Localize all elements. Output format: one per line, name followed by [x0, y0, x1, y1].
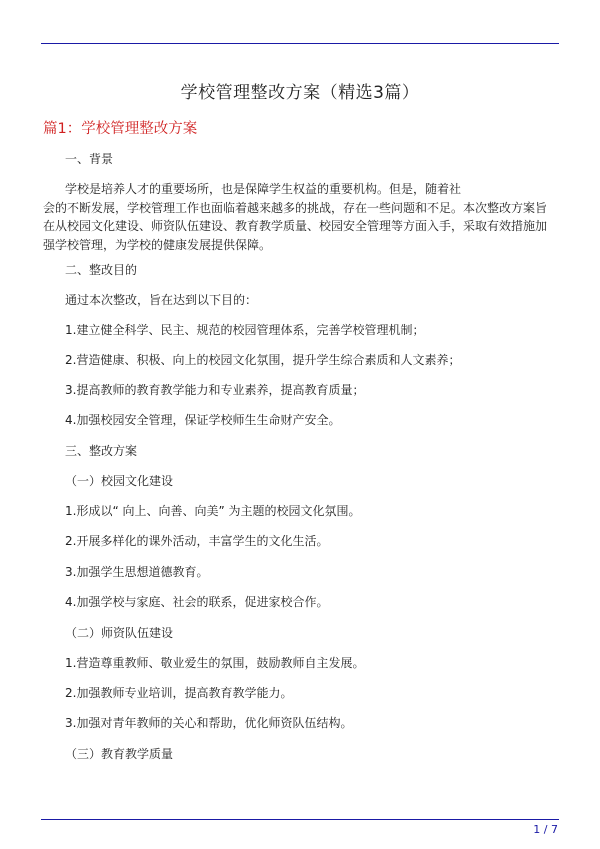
culture-item: 2.开展多样化的课外活动，丰富学生的文化生活。: [65, 534, 329, 548]
teacher-item: 1.营造尊重教师、敬业爱生的氛围，鼓励教师自主发展。: [65, 656, 365, 670]
goal-item: 3.提高教师的教育教学能力和专业素养，提高教育质量；: [65, 383, 365, 397]
footer-rule: [41, 819, 559, 820]
background-line: 会的不断发展，学校管理工作也面临着越来越多的挑战，存在一些问题和不足。本次整改方案旨: [43, 200, 548, 215]
goal-item: 1.建立健全科学、民主、规范的校园管理体系，完善学校管理机制；: [65, 323, 425, 337]
subheading-quality: （三）教育教学质量: [65, 747, 174, 761]
background-paragraph: [43, 180, 559, 254]
background-line: 学校是培养人才的重要场所，也是保障学生权益的重要机构。但是，随着社: [65, 182, 462, 196]
background-line: 强学校管理，为学校的健康发展提供保障。: [43, 237, 272, 252]
header-rule: [41, 43, 559, 44]
document-title: 学校管理整改方案（精选3篇）: [180, 83, 420, 103]
teacher-item: 3.加强对青年教师的关心和帮助，优化师资队伍结构。: [65, 716, 353, 730]
subheading-culture: （一）校园文化建设: [65, 474, 174, 488]
heading-goals: 二、整改目的: [65, 263, 138, 277]
background-line: 在从校园文化建设、师资队伍建设、教育教学质量、校园安全管理等方面入手，采取有效措施加: [43, 219, 548, 233]
culture-item: 1.形成以“ 向上、向善、向美” 为主题的校园文化氛围。: [65, 504, 361, 518]
goals-intro: 通过本次整改，旨在达到以下目的：: [65, 293, 258, 307]
heading-plan: 三、整改方案: [65, 444, 138, 458]
culture-item: 3.加强学生思想道德教育。: [65, 565, 209, 579]
goal-item: 4.加强校园安全管理，保证学校师生生命财产安全。: [65, 413, 341, 427]
section-title: 篇1：学校管理整改方案: [43, 121, 198, 137]
teacher-item: 2.加强教师专业培训，提高教育教学能力。: [65, 686, 293, 700]
goal-item: 2.营造健康、积极、向上的校园文化氛围，提升学生综合素质和人文素养；: [65, 353, 461, 367]
subheading-teachers: （二）师资队伍建设: [65, 626, 174, 640]
page-number: 1 / 7: [533, 823, 558, 836]
heading-background: 一、背景: [65, 152, 114, 166]
culture-item: 4.加强学校与家庭、社会的联系，促进家校合作。: [65, 595, 329, 609]
